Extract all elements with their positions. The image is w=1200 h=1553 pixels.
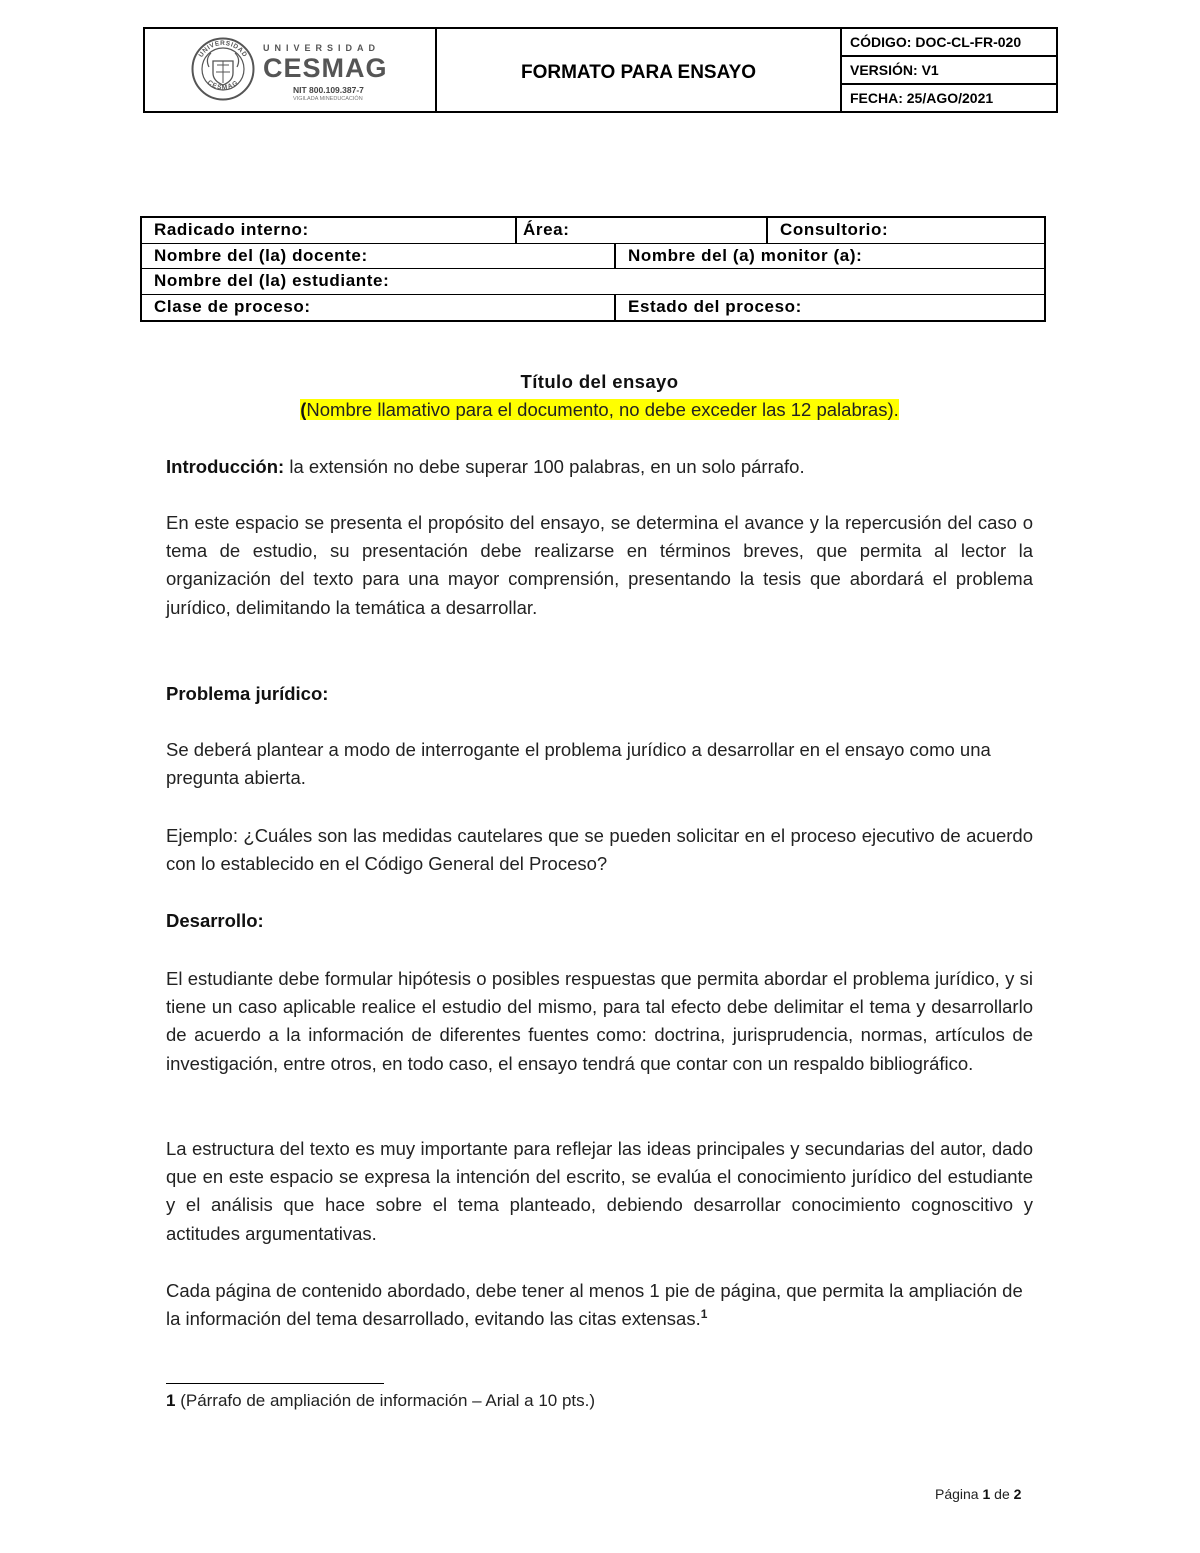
monitor-field: Nombre del (a) monitor (a): — [614, 244, 1044, 269]
university-seal-icon — [191, 37, 255, 101]
page-middle: de — [990, 1486, 1014, 1502]
intro-text: la extensión no debe superar 100 palabras, en un solo párrafo. — [284, 455, 805, 477]
clase-proceso-field: Clase de proceso: — [154, 297, 311, 317]
page-number — [935, 1486, 1021, 1502]
table-row — [142, 218, 1044, 244]
intro-paragraph: En este espacio se presenta el propósito del ensayo, se determina el avance y la repercusión del caso o tema de estudio, su presentación debe realizarse en términos breves, que permita al lector la organización del texto para una mayor comprensión, presentando la tesis que abordará el problema jurídico, delimitando la temática a desarrollar. — [166, 511, 1033, 618]
table-row — [142, 269, 1044, 295]
document-code: CÓDIGO: DOC-CL-FR-020 — [842, 29, 1056, 57]
footnote-reference[interactable]: 1 — [700, 1306, 708, 1321]
page-prefix: Página — [935, 1486, 983, 1502]
footnote-text: (Párrafo de ampliación de información – Arial a 10 pts.) — [175, 1391, 596, 1410]
page-total: 2 — [1013, 1486, 1022, 1502]
document-metadata — [842, 29, 1056, 111]
consultorio-field: Consultorio: — [766, 218, 1044, 243]
intro-line — [166, 453, 1033, 481]
university-nit: NIT 800.109.387-7 — [293, 85, 364, 95]
development-paragraph-2: La estructura del texto es muy importante para reflejar las ideas principales y secundarias del autor, dado que en este espacio se expresa la intención del escrito, se evalúa el conocimiento jurídico del estudiante y el análisis que hace sobre el tema planteado, debiendo desarrollar conocimiento cognoscitivo y actitudes argumentativas. — [166, 1137, 1033, 1244]
university-logo — [145, 29, 437, 111]
document-version: VERSIÓN: V1 — [842, 57, 1056, 85]
subtitle-text: Nombre llamativo para el documento, no debe exceder las 12 palabras — [306, 398, 888, 420]
problem-heading: Problema jurídico: — [166, 682, 329, 704]
seal-top-text: UNIVERSIDAD — [197, 39, 249, 59]
page-current: 1 — [982, 1486, 991, 1502]
subtitle-open: ( — [300, 398, 307, 420]
seal-bottom-text: CESMAG — [205, 79, 241, 92]
table-row — [142, 295, 1044, 321]
svg-text:UNIVERSIDAD — [198, 40, 249, 59]
table-row — [142, 244, 1044, 270]
intro-label: Introducción: — [166, 455, 285, 477]
document-header — [143, 27, 1058, 113]
document-date: FECHA: 25/AGO/2021 — [850, 90, 994, 106]
development-heading: Desarrollo: — [166, 909, 264, 931]
development-paragraph-1: El estudiante debe formular hipótesis o posibles respuestas que permita abordar el problema jurídico, y si tiene un caso aplicable realice el estudio del mismo, para tal efecto debe delimitar el tema y desarrollarlo de acuerdo a la información de diferentes fuentes como: doctrina, jurisprudencia, normas, artículos de investigación, entre otros, en todo caso, el ensayo tendrá que contar con un respaldo bibliográfico. — [166, 967, 1033, 1074]
development-paragraph-3 — [166, 1277, 1033, 1334]
essay-title: Título del ensayo — [520, 370, 679, 392]
problem-paragraph: Se deberá plantear a modo de interrogante el problema jurídico a desarrollar en el ensayo como una pregunta abierta. — [166, 738, 991, 788]
university-tagline: VIGILADA MINEDUCACIÓN — [293, 96, 363, 102]
subtitle-close: ). — [887, 398, 899, 420]
development-paragraph-3-text: Cada página de contenido abordado, debe tener al menos 1 pie de página, que permita la ampliación de la información del tema desarrollado, evitando las citas extensas. — [166, 1279, 1023, 1329]
docente-field: Nombre del (la) docente: — [154, 245, 368, 265]
area-field: Área: — [515, 218, 766, 243]
footnote-separator — [166, 1383, 384, 1384]
radicado-field: Radicado interno: — [154, 220, 309, 240]
estado-proceso-field: Estado del proceso: — [614, 295, 1044, 321]
estudiante-field: Nombre del (la) estudiante: — [154, 271, 390, 291]
document-title: FORMATO PARA ENSAYO — [437, 29, 842, 111]
example-paragraph: Ejemplo: ¿Cuáles son las medidas cautelares que se pueden solicitar en el proceso ejecutivo de acuerdo con lo establecido en el Código General del Proceso? — [166, 824, 1033, 874]
footnote — [166, 1391, 595, 1411]
university-name: CESMAG — [263, 53, 388, 83]
footnote-number: 1 — [166, 1391, 176, 1410]
university-label: UNIVERSIDAD — [263, 43, 381, 53]
essay-subtitle — [166, 396, 1033, 424]
case-info-table — [140, 216, 1046, 322]
